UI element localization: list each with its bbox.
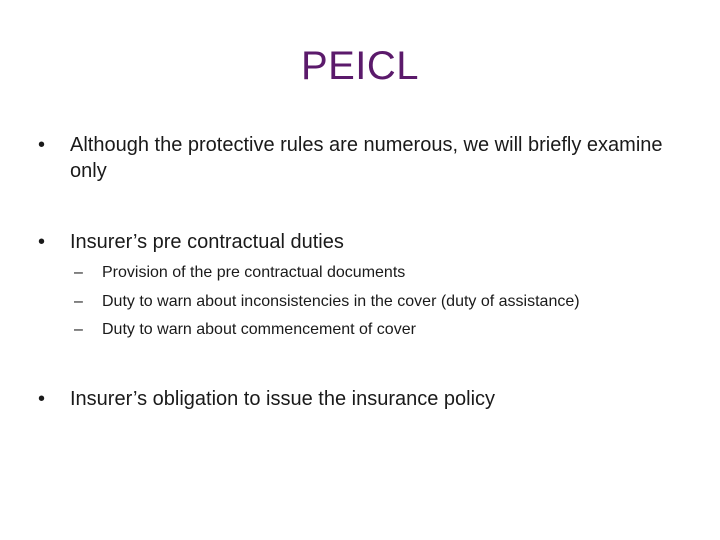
bullet-marker: • (38, 134, 46, 156)
bullet-marker: • (38, 388, 46, 410)
sub-marker: – (74, 264, 83, 281)
bullet-item-2 (38, 229, 678, 255)
bullet-item-1 (38, 132, 678, 184)
bullet-text-1: Although the protective rules are numerous, we will briefly examine only (70, 134, 663, 182)
bullet-text-3: Insurer’s obligation to issue the insurance policy (70, 388, 496, 410)
slide-title: PEICL (300, 44, 420, 88)
sub-text-2: Duty to warn about inconsistencies in the cover (duty of assistance) (102, 293, 580, 310)
sub-marker: – (74, 321, 83, 338)
sub-marker: – (74, 293, 83, 310)
sub-item-2 (74, 291, 694, 313)
bullet-item-3 (38, 386, 678, 412)
sub-text-1: Provision of the pre contractual documents (102, 264, 406, 281)
sub-text-3: Duty to warn about commencement of cover (102, 321, 416, 338)
bullet-text-2: Insurer’s pre contractual duties (70, 231, 344, 253)
bullet-marker: • (38, 231, 46, 253)
sub-item-1 (74, 262, 694, 284)
sub-item-3 (74, 319, 694, 341)
